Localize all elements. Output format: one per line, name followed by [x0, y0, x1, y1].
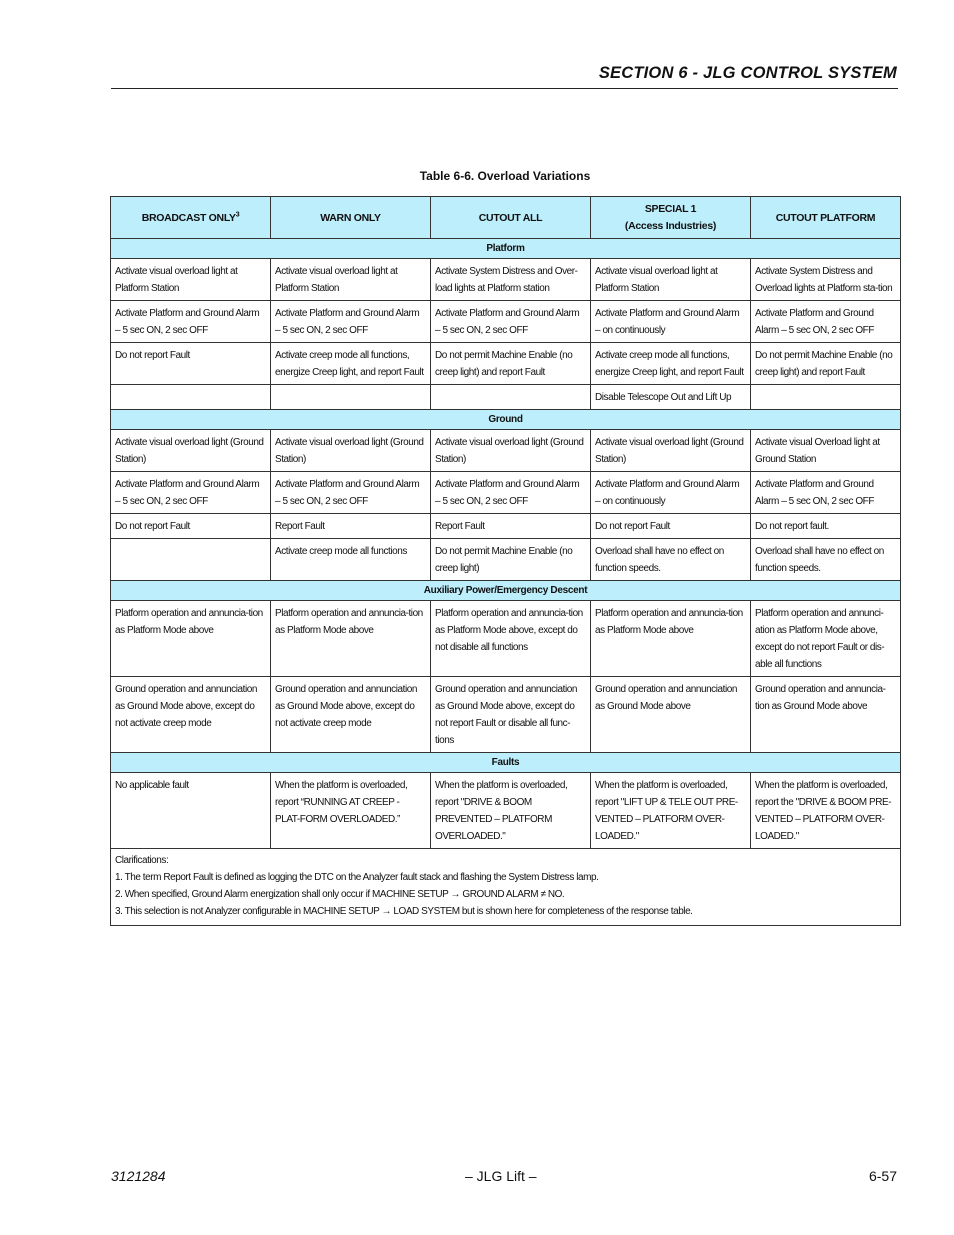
table-cell	[271, 385, 431, 410]
table-cell: Do not permit Machine Enable (no creep light) and report Fault	[431, 343, 591, 385]
table-cell: Activate creep mode all functions	[271, 539, 431, 581]
table-cell: Disable Telescope Out and Lift Up	[591, 385, 751, 410]
column-header-cutout-all: CUTOUT ALL	[431, 197, 591, 239]
table-row	[111, 385, 901, 410]
table-cell: When the platform is overloaded, report "LIFT UP & TELE OUT PRE-VENTED – PLATFORM OVER-LOADED."	[591, 773, 751, 849]
table-cell: When the platform is overloaded, report the "DRIVE & BOOM PRE-VENTED – PLATFORM OVER-LOADED."	[751, 773, 901, 849]
table-cell: Activate Platform and Ground Alarm – on continuously	[591, 472, 751, 514]
table-cell: Activate Platform and Ground Alarm – 5 sec ON, 2 sec OFF	[271, 301, 431, 343]
table-cell: Do not report Fault	[111, 343, 271, 385]
table-cell: Platform operation and annuncia-tion as Platform Mode above	[271, 601, 431, 677]
table-caption: Table 6-6. Overload Variations	[419, 169, 591, 183]
table-cell: Activate creep mode all functions, energize Creep light, and report Fault	[591, 343, 751, 385]
table-cell: Activate visual overload light (Ground Station)	[111, 430, 271, 472]
clarification-item: 2. When specified, Ground Alarm energization shall only occur if MACHINE SETUP → GROUND ALARM ≠ NO.	[115, 889, 565, 900]
table-cell: Activate System Distress and Over-load lights at Platform station	[431, 259, 591, 301]
table-cell: No applicable fault	[111, 773, 271, 849]
section-title: SECTION 6 - JLG CONTROL SYSTEM	[598, 64, 897, 82]
document-number: 3121284	[111, 1168, 166, 1184]
table-cell: Activate visual overload light (Ground Station)	[431, 430, 591, 472]
table-cell: Activate visual overload light at Platform Station	[111, 259, 271, 301]
table-cell: Activate Platform and Ground Alarm – 5 sec ON, 2 sec OFF	[431, 301, 591, 343]
table-cell: Do not permit Machine Enable (no creep light) and report Fault	[751, 343, 901, 385]
table-cell: Platform operation and annuncia-tion as Platform Mode above	[591, 601, 751, 677]
table-cell: Ground operation and annunciation as Ground Mode above, except do not report Fault or disable all func-tions	[431, 677, 591, 753]
footer-brand: – JLG Lift –	[465, 1168, 537, 1184]
table-row	[111, 539, 901, 581]
table-cell	[751, 385, 901, 410]
table-cell: Do not report fault.	[751, 514, 901, 539]
clarifications-cell	[111, 849, 901, 926]
table-cell: Activate visual Overload light at Ground Station	[751, 430, 901, 472]
table-cell: Activate Platform and Ground Alarm – 5 sec ON, 2 sec OFF	[271, 472, 431, 514]
table-cell: Ground operation and annunciation as Ground Mode above, except do not activate creep mode	[111, 677, 271, 753]
table-cell: Activate Platform and Ground Alarm – 5 sec ON, 2 sec OFF	[751, 301, 901, 343]
table-row	[111, 514, 901, 539]
table-cell: Overload shall have no effect on function speeds.	[751, 539, 901, 581]
table-row	[111, 343, 901, 385]
table-cell	[431, 385, 591, 410]
table-cell: When the platform is overloaded, report "DRIVE & BOOM PREVENTED – PLATFORM OVERLOADED."	[431, 773, 591, 849]
table-cell: Activate visual overload light at Platform Station	[591, 259, 751, 301]
table-cell: Do not permit Machine Enable (no creep light)	[431, 539, 591, 581]
table-cell: Activate visual overload light at Platform Station	[271, 259, 431, 301]
table-cell: Activate Platform and Ground Alarm – 5 sec ON, 2 sec OFF	[751, 472, 901, 514]
table-row	[111, 259, 901, 301]
table-cell: Do not report Fault	[111, 514, 271, 539]
column-header-cutout-platform: CUTOUT PLATFORM	[751, 197, 901, 239]
section-title: Auxiliary Power/Emergency Descent	[111, 581, 901, 601]
table-cell: Report Fault	[271, 514, 431, 539]
table-row	[111, 601, 901, 677]
column-header-broadcast-only: BROADCAST ONLY$^3$	[111, 197, 271, 239]
table-cell: Activate Platform and Ground Alarm – 5 sec ON, 2 sec OFF	[111, 472, 271, 514]
table-cell: Do not report Fault	[591, 514, 751, 539]
clarification-item: 3. This selection is not Analyzer configurable in MACHINE SETUP → LOAD SYSTEM but is shown here for completeness of the response table.	[115, 906, 693, 917]
header-rule	[111, 88, 898, 89]
section-title: Platform	[111, 239, 901, 259]
table-cell: Ground operation and annunciation as Ground Mode above	[591, 677, 751, 753]
table-cell: Activate Platform and Ground Alarm – 5 sec ON, 2 sec OFF	[431, 472, 591, 514]
table-header-row	[111, 197, 901, 239]
table-row	[111, 773, 901, 849]
table-cell	[111, 539, 271, 581]
clarification-item: 1. The term Report Fault is defined as logging the DTC on the Analyzer fault stack and flashing the System Distress lamp.	[115, 872, 599, 883]
clarifications-heading: Clarifications:	[115, 855, 169, 866]
table-cell: When the platform is overloaded, report “RUNNING AT CREEP - PLAT-FORM OVERLOADED.”	[271, 773, 431, 849]
table-row	[111, 301, 901, 343]
table-cell: Ground operation and annuncia-tion as Ground Mode above	[751, 677, 901, 753]
table-cell: Activate visual overload light (Ground Station)	[271, 430, 431, 472]
table-cell: Overload shall have no effect on function speeds.	[591, 539, 751, 581]
page-number: 6-57	[868, 1168, 897, 1184]
table-cell	[111, 385, 271, 410]
table-row	[111, 677, 901, 753]
table-cell: Activate Platform and Ground Alarm – 5 sec ON, 2 sec OFF	[111, 301, 271, 343]
table-cell: Activate creep mode all functions, energize Creep light, and report Fault	[271, 343, 431, 385]
table-cell: Ground operation and annunciation as Ground Mode above, except do not activate creep mode	[271, 677, 431, 753]
table-cell: Activate Platform and Ground Alarm – on continuously	[591, 301, 751, 343]
table-cell: Report Fault	[431, 514, 591, 539]
column-header-warn-only: WARN ONLY	[271, 197, 431, 239]
section-title: Faults	[111, 753, 901, 773]
section-title: Ground	[111, 410, 901, 430]
table-row	[111, 472, 901, 514]
column-header-special-1: SPECIAL 1 (Access Industries)	[591, 197, 751, 239]
table-row	[111, 430, 901, 472]
section-header-row	[111, 753, 901, 773]
section-header-row	[111, 410, 901, 430]
clarifications-row	[111, 849, 901, 926]
overload-variations-table	[110, 196, 901, 926]
section-header-row	[111, 581, 901, 601]
table-cell: Platform operation and annuncia-tion as Platform Mode above, except do not disable all functions	[431, 601, 591, 677]
table-cell: Platform operation and annuncia-tion as Platform Mode above	[111, 601, 271, 677]
section-header-row	[111, 239, 901, 259]
table-cell: Platform operation and annunci-ation as Platform Mode above, except do not report Fault or dis-able all functions	[751, 601, 901, 677]
table-cell: Activate System Distress and Overload lights at Platform sta-tion	[751, 259, 901, 301]
table-cell: Activate visual overload light (Ground Station)	[591, 430, 751, 472]
